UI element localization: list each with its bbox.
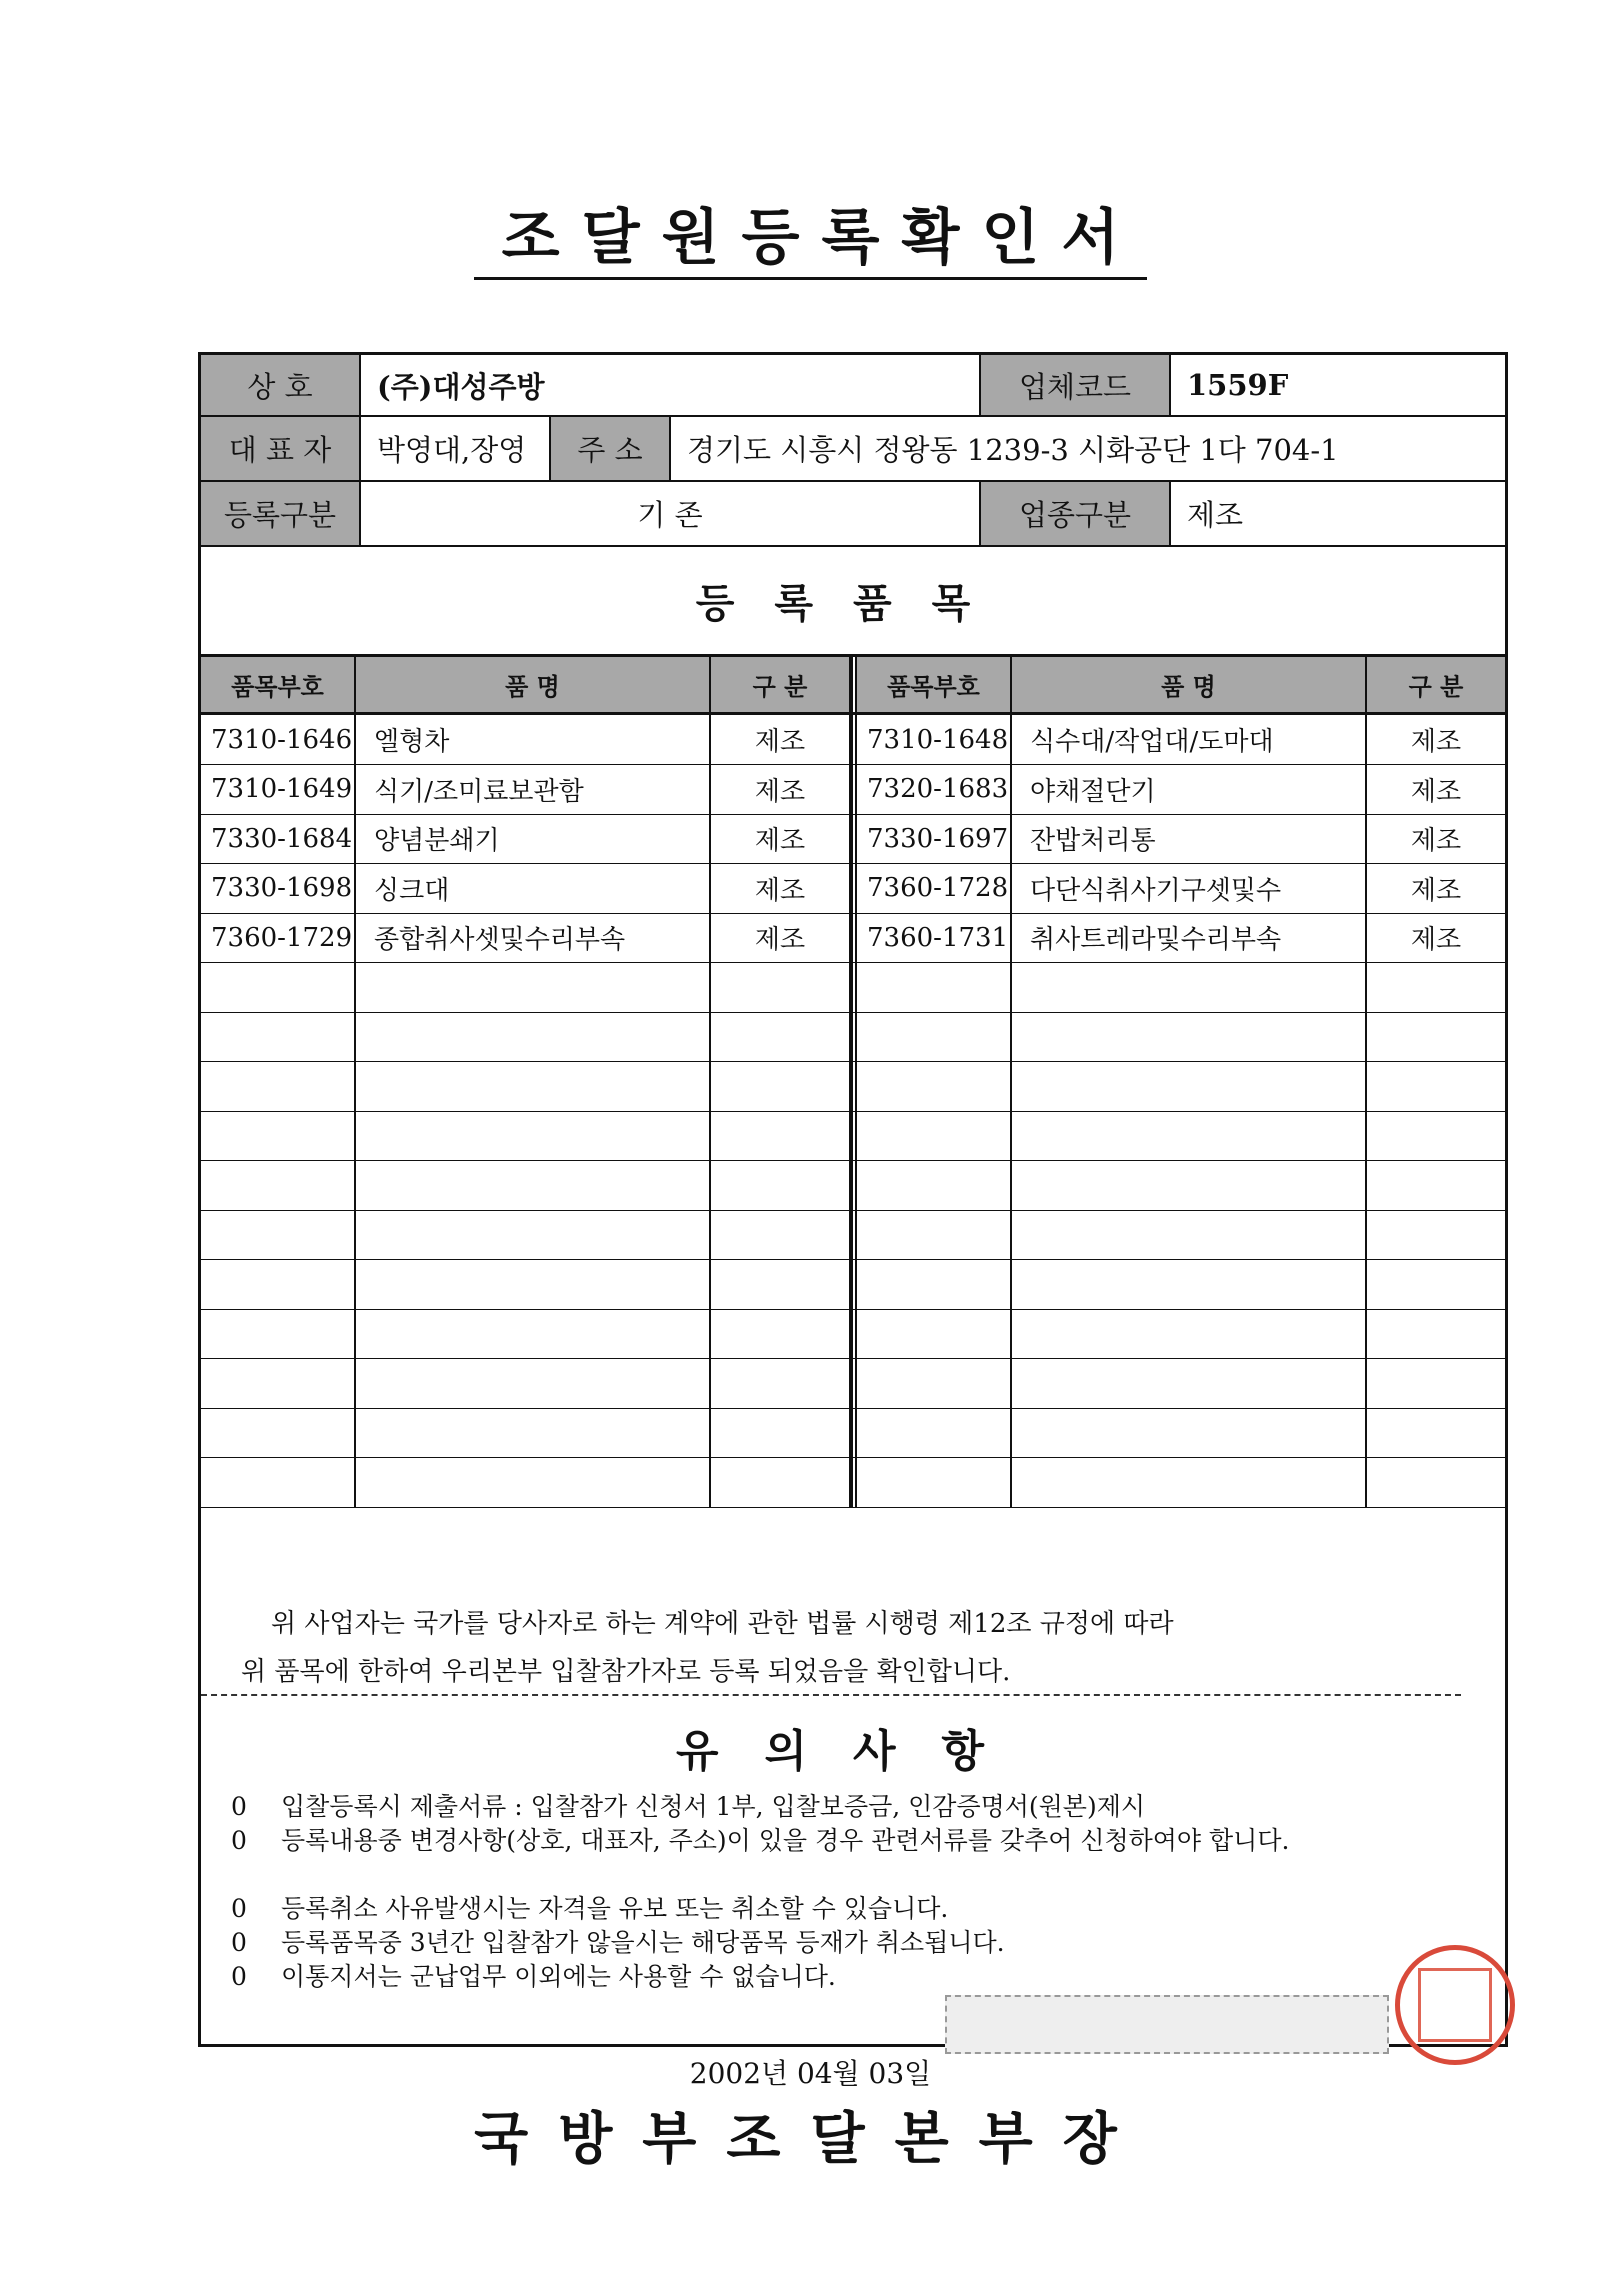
note-marker: 0 bbox=[231, 1894, 247, 1923]
section-title: 등록품목 bbox=[201, 547, 1505, 657]
item-name bbox=[1012, 1260, 1367, 1309]
item-name bbox=[356, 1062, 711, 1111]
item-kind: 제조 bbox=[1410, 826, 1462, 856]
item-code bbox=[201, 1408, 356, 1457]
item-kind: 제조 bbox=[1410, 776, 1462, 807]
item-name: 식기/조미료보관함 bbox=[356, 765, 711, 814]
col-code-right: 품목부호 bbox=[857, 657, 1012, 712]
item-name bbox=[1012, 1111, 1367, 1160]
dashed-divider bbox=[201, 1694, 1461, 1696]
document-title: 조달원등록확인서 bbox=[0, 190, 1621, 276]
item-name bbox=[356, 1260, 711, 1309]
item-kind bbox=[1367, 1458, 1505, 1507]
note-item bbox=[231, 1892, 1421, 1926]
regtype-row bbox=[201, 482, 1505, 547]
item-code bbox=[857, 1210, 1012, 1259]
item-code bbox=[201, 1260, 356, 1309]
code-label: 업체코드 bbox=[981, 355, 1171, 415]
col-kind-right: 구 분 bbox=[1367, 657, 1505, 712]
note-item bbox=[231, 1858, 1421, 1892]
note-text: 등록품목중 3년간 입찰참가 않을시는 해당품목 등재가 취소됩니다. bbox=[281, 1928, 1005, 1957]
item-code: 7330-1697 bbox=[857, 814, 1012, 863]
item-name bbox=[356, 1111, 711, 1160]
item-code bbox=[201, 1458, 356, 1507]
item-name: 야채절단기 bbox=[1012, 765, 1367, 814]
item-code: 7360-1728 bbox=[857, 864, 1012, 913]
certificate-frame bbox=[198, 352, 1508, 2047]
item-name: 엘형차 bbox=[356, 715, 711, 764]
item-code bbox=[201, 1111, 356, 1160]
biztype-label: 업종구분 bbox=[981, 482, 1171, 545]
item-code: 7310-1646 bbox=[201, 715, 356, 764]
item-code bbox=[201, 1062, 356, 1111]
item-kind: 제조 bbox=[711, 913, 851, 962]
item-kind bbox=[711, 1161, 851, 1210]
regtype-value: 기 존 bbox=[361, 482, 981, 545]
item-name bbox=[1012, 1408, 1367, 1457]
item-kind: 제조 bbox=[711, 814, 851, 863]
note-item bbox=[231, 1960, 1421, 1994]
note-text: 등록취소 사유발생시는 자격을 유보 또는 취소할 수 있습니다. bbox=[281, 1894, 949, 1923]
item-code: 7310-1649 bbox=[201, 765, 356, 814]
item-code bbox=[857, 1260, 1012, 1309]
company-value: (주)대성주방 bbox=[361, 355, 981, 415]
item-code bbox=[201, 1359, 356, 1408]
item-name bbox=[1012, 963, 1367, 1012]
item-name bbox=[356, 963, 711, 1012]
note-marker: 0 bbox=[231, 1962, 247, 1991]
item-name: 식수대/작업대/도마대 bbox=[1012, 715, 1367, 764]
code-value: 1559F bbox=[1187, 368, 1289, 402]
item-code bbox=[201, 1012, 356, 1061]
item-kind bbox=[711, 1408, 851, 1457]
red-seal-icon bbox=[1395, 1945, 1515, 2065]
item-name bbox=[1012, 1458, 1367, 1507]
item-kind bbox=[711, 963, 851, 1012]
note-item bbox=[231, 1926, 1421, 1960]
item-name: 종합취사셋및수리부속 bbox=[356, 913, 711, 962]
item-name bbox=[1012, 1012, 1367, 1061]
item-code bbox=[857, 1062, 1012, 1111]
item-name: 잔밥처리통 bbox=[1012, 814, 1367, 863]
item-kind bbox=[711, 1012, 851, 1061]
statement-line: 위 품목에 한하여 우리본부 입찰참가자로 등록 되었음을 확인합니다. bbox=[241, 1657, 1011, 1687]
note-text: 이통지서는 군납업무 이외에는 사용할 수 없습니다. bbox=[281, 1962, 836, 1991]
official-stamp-box bbox=[945, 1995, 1389, 2054]
item-kind bbox=[711, 1458, 851, 1507]
item-code bbox=[857, 1458, 1012, 1507]
note-marker: 0 bbox=[231, 1928, 247, 1957]
rep-label: 대 표 자 bbox=[201, 417, 361, 480]
item-code bbox=[201, 963, 356, 1012]
item-kind bbox=[1367, 963, 1505, 1012]
item-code bbox=[857, 1359, 1012, 1408]
item-kind bbox=[1367, 1210, 1505, 1259]
address-label: 주 소 bbox=[551, 417, 671, 480]
item-kind bbox=[1367, 1161, 1505, 1210]
regtype-label: 등록구분 bbox=[201, 482, 361, 545]
item-name bbox=[1012, 1161, 1367, 1210]
item-kind bbox=[711, 1260, 851, 1309]
confirmation-statement bbox=[241, 1600, 1174, 1696]
issue-date: 2002년 04월 03일 bbox=[689, 2057, 932, 2090]
item-code bbox=[857, 1161, 1012, 1210]
item-kind: 제조 bbox=[711, 765, 851, 814]
item-code: 7330-1684 bbox=[201, 814, 356, 863]
item-kind bbox=[711, 1111, 851, 1160]
item-name bbox=[1012, 1062, 1367, 1111]
item-kind: 제조 bbox=[1410, 925, 1462, 955]
item-kind bbox=[711, 1062, 851, 1111]
item-code: 7310-1648 bbox=[857, 715, 1012, 764]
item-code bbox=[201, 1309, 356, 1358]
item-name: 취사트레라및수리부속 bbox=[1012, 913, 1367, 962]
company-label: 상 호 bbox=[201, 355, 361, 415]
issuer-signature: 국방부조달본부장 bbox=[474, 2106, 1147, 2172]
item-code: 7360-1729 bbox=[201, 913, 356, 962]
note-marker: 0 bbox=[231, 1826, 247, 1855]
item-code bbox=[201, 1210, 356, 1259]
notice-title: 유의사항 bbox=[675, 1726, 1030, 1777]
item-kind bbox=[1367, 1359, 1505, 1408]
col-kind-left: 구 분 bbox=[711, 657, 851, 712]
item-code: 7320-1683 bbox=[857, 765, 1012, 814]
item-kind: 제조 bbox=[711, 715, 851, 764]
representative-row bbox=[201, 417, 1505, 482]
item-code bbox=[857, 1111, 1012, 1160]
item-kind: 제조 bbox=[1410, 875, 1462, 906]
item-kind bbox=[711, 1210, 851, 1259]
item-name bbox=[356, 1161, 711, 1210]
item-kind bbox=[1367, 1408, 1505, 1457]
item-name bbox=[356, 1458, 711, 1507]
item-kind bbox=[1367, 1309, 1505, 1358]
col-code-left: 품목부호 bbox=[201, 657, 356, 712]
item-kind: 제조 bbox=[711, 864, 851, 913]
item-name bbox=[1012, 1309, 1367, 1358]
item-name bbox=[356, 1408, 711, 1457]
item-kind bbox=[1367, 1062, 1505, 1111]
note-item bbox=[231, 1790, 1421, 1824]
item-name bbox=[1012, 1210, 1367, 1259]
note-marker: 0 bbox=[231, 1792, 247, 1821]
note-text: 입찰등록시 제출서류 : 입찰참가 신청서 1부, 입찰보증금, 인감증명서(원본)제시 bbox=[281, 1792, 1146, 1821]
rep-value: 박영대,장영 bbox=[361, 417, 551, 480]
item-code: 7330-1698 bbox=[201, 864, 356, 913]
note-text: 등록내용중 변경사항(상호, 대표자, 주소)이 있을 경우 관련서류를 갖추어 신청하여야 합니다. bbox=[281, 1826, 1290, 1855]
item-name bbox=[356, 1359, 711, 1408]
item-kind bbox=[711, 1359, 851, 1408]
item-kind bbox=[1367, 1111, 1505, 1160]
item-name bbox=[1012, 1359, 1367, 1408]
item-kind bbox=[1367, 1260, 1505, 1309]
note-item bbox=[231, 1824, 1421, 1858]
item-kind: 제조 bbox=[1410, 727, 1462, 757]
item-name bbox=[356, 1309, 711, 1358]
biztype-value: 제조 bbox=[1187, 498, 1244, 532]
notes-list bbox=[231, 1790, 1421, 1994]
item-code bbox=[857, 1408, 1012, 1457]
statement-line: 위 사업자는 국가를 당사자로 하는 계약에 관한 법률 시행령 제12조 규정에 따라 bbox=[271, 1609, 1174, 1639]
item-name: 다단식취사기구셋및수 bbox=[1012, 864, 1367, 913]
item-code bbox=[857, 1012, 1012, 1061]
item-code bbox=[857, 963, 1012, 1012]
item-code bbox=[201, 1161, 356, 1210]
column-divider bbox=[851, 657, 857, 1507]
item-name: 양념분쇄기 bbox=[356, 814, 711, 863]
item-name: 싱크대 bbox=[356, 864, 711, 913]
item-name bbox=[356, 1210, 711, 1259]
company-row bbox=[201, 355, 1505, 417]
address-value: 경기도 시흥시 정왕동 1239-3 시화공단 1다 704-1 bbox=[687, 433, 1339, 467]
item-kind bbox=[1367, 1012, 1505, 1061]
item-name bbox=[356, 1012, 711, 1061]
item-code bbox=[857, 1309, 1012, 1358]
item-kind bbox=[711, 1309, 851, 1358]
col-name-right: 품 명 bbox=[1012, 657, 1367, 712]
col-name-left: 품 명 bbox=[356, 657, 711, 712]
item-code: 7360-1731 bbox=[857, 913, 1012, 962]
